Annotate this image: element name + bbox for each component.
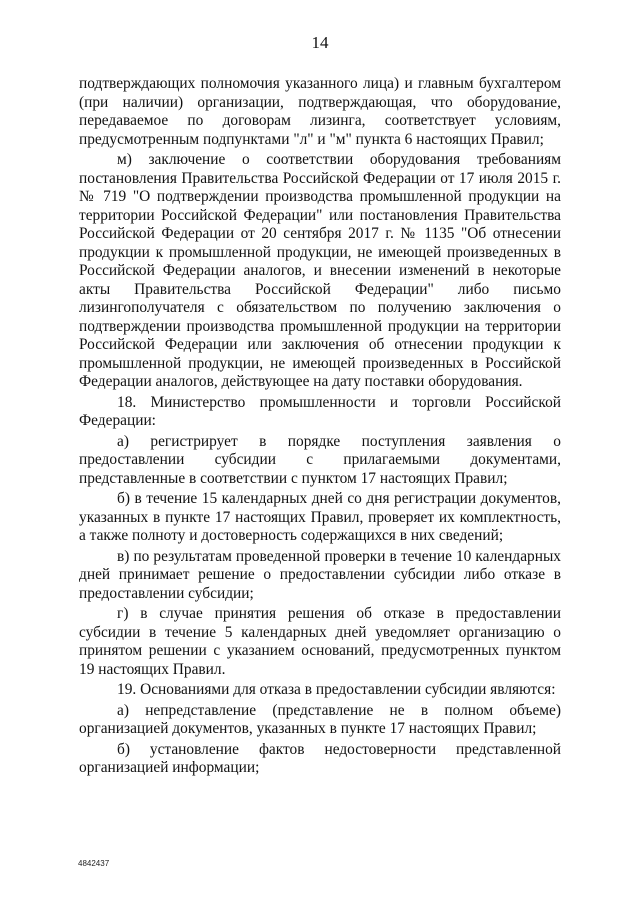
paragraph-19-b: б) установление фактов недостоверности представленной организацией информации; [79, 740, 561, 776]
paragraph-18-b: б) в течение 15 календарных дней со дня регистрации документов, указанных в пункте 17 настоящих Правил, проверяет их комплектность, а также полноту и достоверность содержащихся в них сведений; [79, 490, 561, 544]
paragraph-18-g: г) в случае принятия решения об отказе в предоставлении субсидии в течение 5 календарных дней уведомляет организацию о принятом решении с указанием оснований, предусмотренных пунктом 19 настоящих Правил. [79, 605, 561, 678]
paragraph-item-m: м) заключение о соответствии оборудования требованиям постановления Правительства Российской Федерации от 17 июля 2015 г. № 719 "О подтверждении производства промышленной продукции на территории Российской Федерации" или постановления Правительства Российской Федерации от 20 сентября 2017 г. № 1135 "Об отнесении продукции к промышленной продукции, не имеющей произведенных в Российской Федерации аналогов, и внесении изменений в некоторые акты Правительства Российской Федерации" либо письмо лизингополучателя с обязательством по получению заключения о подтверждении производства промышленной продукции на территории Российской Федерации или заключения об отнесении продукции к промышленной продукции, не имеющей произведенных в Российской Федерации аналогов, действующее на дату поставки оборудования. [79, 151, 561, 390]
paragraph-18-a: а) регистрирует в порядке поступления заявления о предоставлении субсидии с прилагаемыми документами, представленные в соответствии с пунктом 17 настоящих Правил; [79, 432, 561, 487]
document-code: 4842437 [78, 859, 110, 868]
paragraph-continuation: подтверждающих полномочия указанного лица) и главным бухгалтером (при наличии) организации, подтверждающая, что оборудование, передаваемое по договорам лизинга, соответствует условиям, предусмотренным подпунктами "л" и "м" пункта 6 настоящих Правил; [79, 75, 561, 148]
document-body [79, 75, 561, 780]
paragraph-section-19: 19. Основаниями для отказа в предоставлении субсидии являются: [117, 681, 556, 698]
paragraph-section-18: 18. Министерство промышленности и торговли Российской Федерации: [79, 393, 561, 429]
page-number: 14 [311, 33, 329, 52]
paragraph-18-v: в) по результатам проведенной проверки в течение 10 календарных дней принимает решение о предоставлении субсидии либо отказе в предоставлении субсидии; [79, 547, 561, 602]
paragraph-19-a: а) непредставление (представление не в полном объеме) организацией документов, указанных в пункте 17 настоящих Правил; [79, 701, 561, 737]
